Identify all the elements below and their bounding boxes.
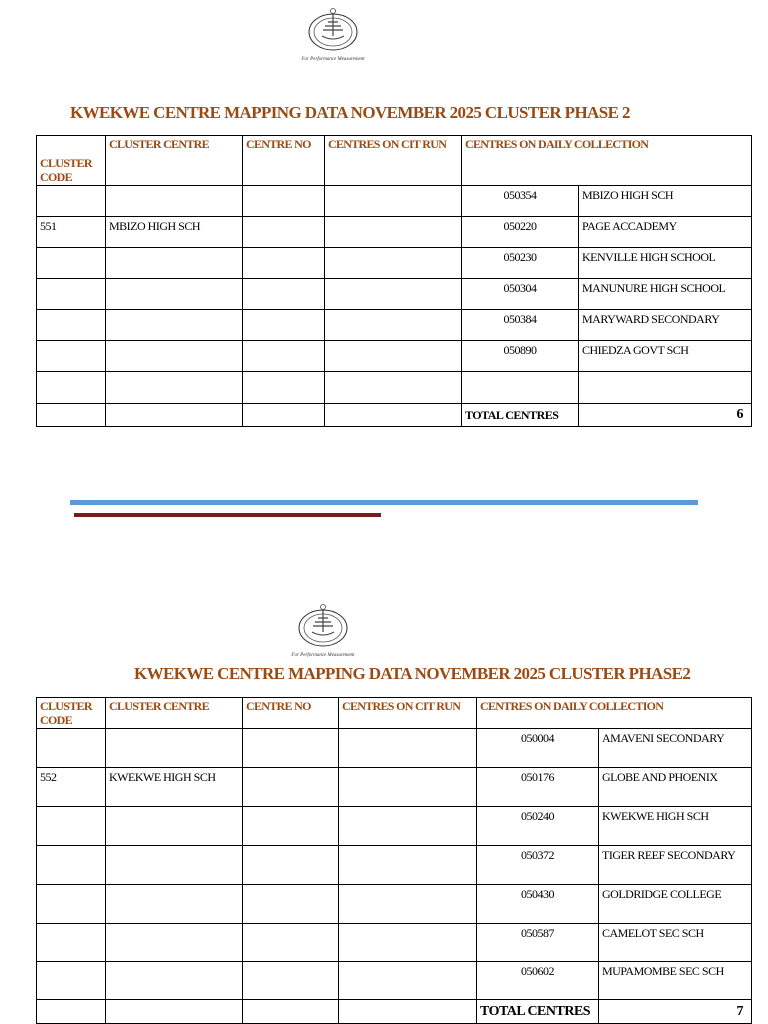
centre-number: 050602 — [477, 962, 599, 1000]
header-centre-no: CENTRE NO — [243, 136, 325, 186]
section2-title: KWEKWE CENTRE MAPPING DATA NOVEMBER 2025 CLUSTER PHASE2 — [134, 664, 691, 683]
header-daily-collection: CENTRES ON DAILY COLLECTION — [477, 698, 752, 729]
section1-table — [36, 135, 752, 427]
total-label: TOTAL CENTRES — [477, 1000, 599, 1024]
table-row — [37, 341, 752, 372]
centre-name: MARYWARD SECONDARY — [579, 310, 752, 341]
centre-number: 050384 — [462, 310, 579, 341]
table-row — [37, 807, 752, 846]
logo-motto: For Performance Measurement — [301, 57, 365, 62]
centre-name: PAGE ACCADEMY — [579, 217, 752, 248]
table-row — [37, 217, 752, 248]
centre-number: 050372 — [477, 846, 599, 885]
section1-title: KWEKWE CENTRE MAPPING DATA NOVEMBER 2025 CLUSTER PHASE 2 — [70, 103, 630, 122]
table-row — [37, 924, 752, 962]
table-row — [37, 729, 752, 768]
zimsec-logo — [268, 598, 378, 658]
centre-name: MBIZO HIGH SCH — [579, 186, 752, 217]
table-row — [37, 372, 752, 404]
zimsec-logo — [278, 2, 388, 62]
logo-motto: For Performance Measurement — [291, 653, 355, 658]
header-cluster-code: CLUSTER CODE — [37, 698, 106, 729]
centre-number: 050304 — [462, 279, 579, 310]
centre-name: GOLDRIDGE COLLEGE — [599, 885, 752, 924]
total-row — [37, 1000, 752, 1024]
centre-number: 050354 — [462, 186, 579, 217]
centre-name: MANUNURE HIGH SCHOOL — [579, 279, 752, 310]
centre-number: 050587 — [477, 924, 599, 962]
centre-name: AMAVENI SECONDARY — [599, 729, 752, 768]
cluster-code: 552 — [37, 768, 106, 807]
header-daily-collection: CENTRES ON DAILY COLLECTION — [462, 136, 752, 186]
table-row — [37, 310, 752, 341]
table-row — [37, 846, 752, 885]
cluster-code: 551 — [37, 217, 106, 248]
table-row — [37, 248, 752, 279]
centre-name: GLOBE AND PHOENIX — [599, 768, 752, 807]
centre-number: 050004 — [477, 729, 599, 768]
header-cit-run: CENTRES ON CIT RUN — [339, 698, 477, 729]
centre-name: KWEKWE HIGH SCH — [599, 807, 752, 846]
centre-number: 050220 — [462, 217, 579, 248]
table-row — [37, 279, 752, 310]
header-cluster-code: CLUSTER CODE — [37, 136, 106, 186]
total-value: 7 — [599, 1000, 752, 1024]
table-row — [37, 768, 752, 807]
cluster-centre: KWEKWE HIGH SCH — [106, 768, 243, 807]
centre-number: 050176 — [477, 768, 599, 807]
header-cluster-centre: CLUSTER CENTRE — [106, 136, 243, 186]
centre-number: 050230 — [462, 248, 579, 279]
header-cit-run: CENTRES ON CIT RUN — [325, 136, 462, 186]
total-row — [37, 404, 752, 427]
centre-name: TIGER REEF SECONDARY — [599, 846, 752, 885]
centre-number: 050890 — [462, 341, 579, 372]
header-centre-no: CENTRE NO — [243, 698, 339, 729]
centre-number: 050430 — [477, 885, 599, 924]
divider-red — [74, 513, 381, 517]
total-value: 6 — [579, 404, 752, 427]
table-row — [37, 885, 752, 924]
table-row — [37, 962, 752, 1000]
section2-table — [36, 697, 752, 1024]
centre-name: KENVILLE HIGH SCHOOL — [579, 248, 752, 279]
centre-name: MUPAMOMBE SEC SCH — [599, 962, 752, 1000]
centre-number: 050240 — [477, 807, 599, 846]
table-row — [37, 186, 752, 217]
header-cluster-centre: CLUSTER CENTRE — [106, 698, 243, 729]
divider-blue — [70, 500, 698, 505]
cluster-centre: MBIZO HIGH SCH — [106, 217, 243, 248]
centre-name: CAMELOT SEC SCH — [599, 924, 752, 962]
total-label: TOTAL CENTRES — [462, 404, 579, 427]
centre-name: CHIEDZA GOVT SCH — [579, 341, 752, 372]
